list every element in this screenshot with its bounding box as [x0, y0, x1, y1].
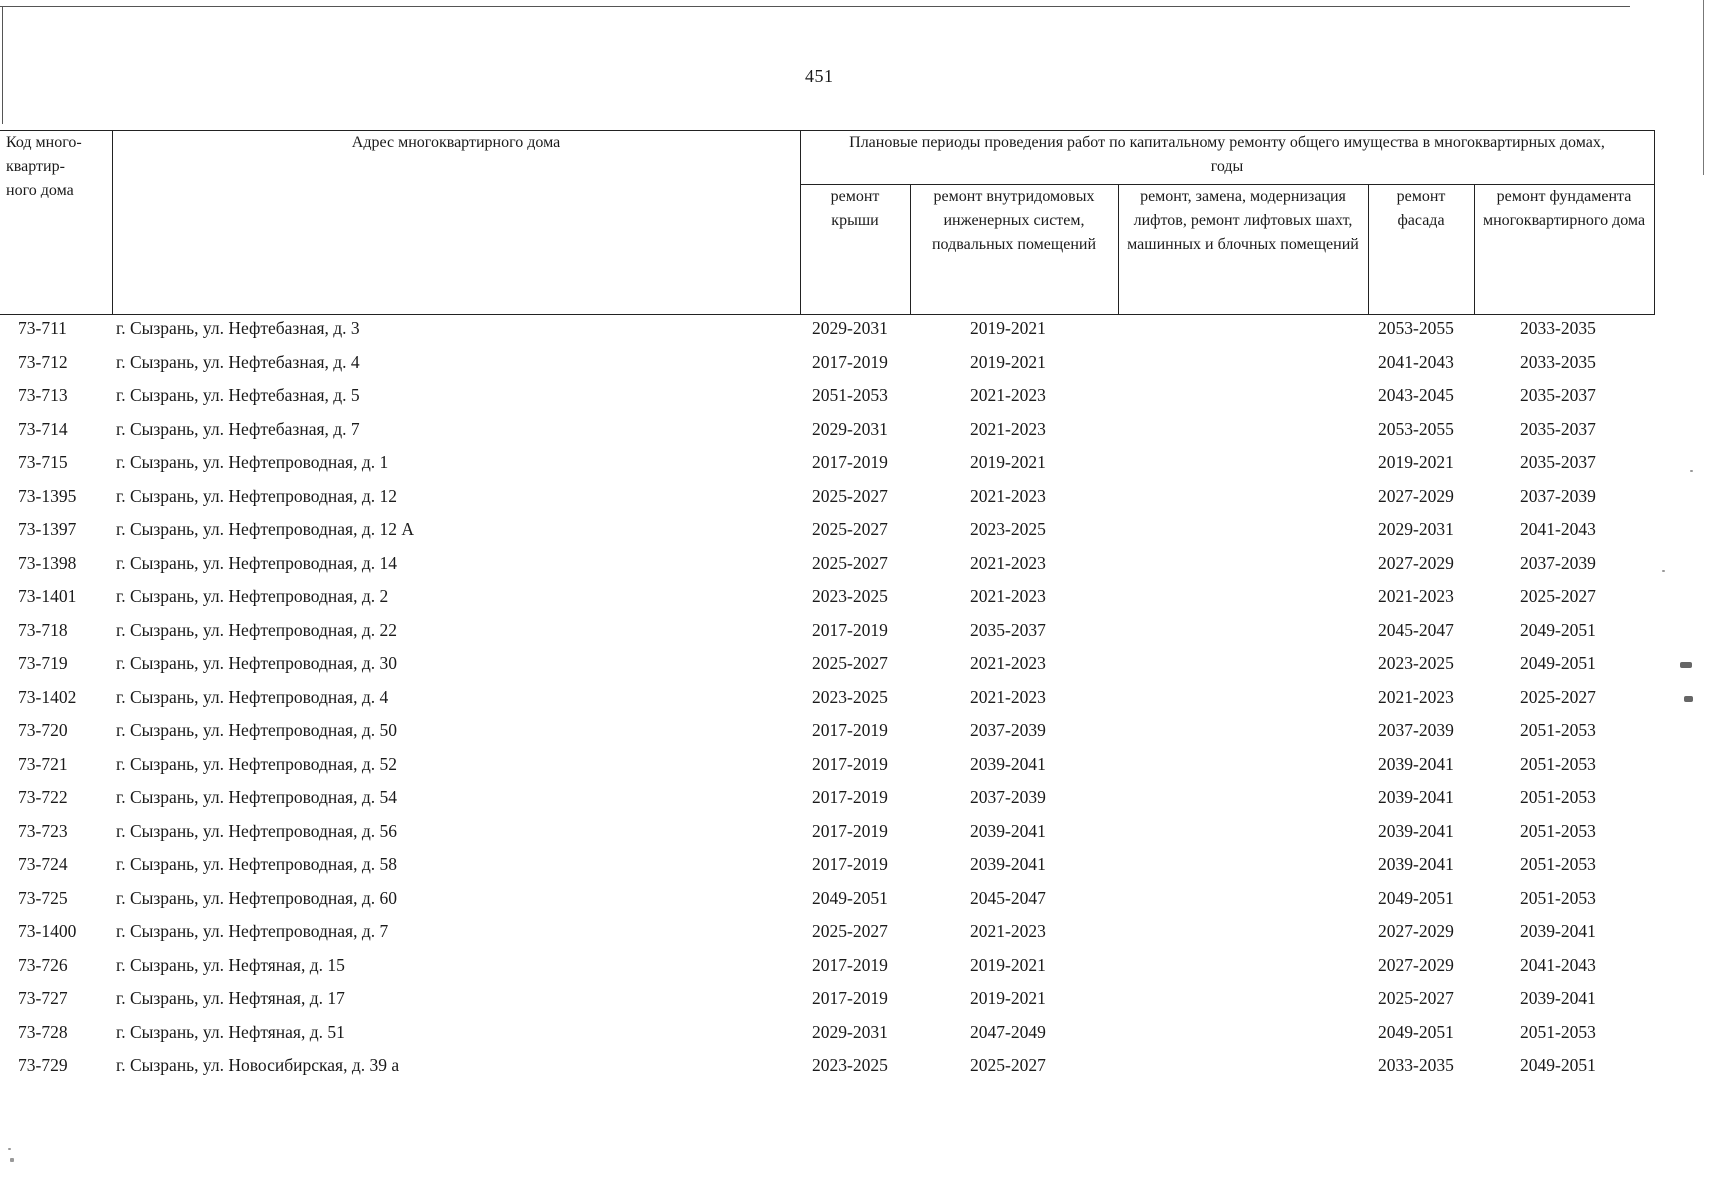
cell-facade: 2019-2021	[1378, 452, 1454, 472]
table-row	[0, 413, 1710, 447]
header-planned-periods-label: Плановые периоды проведения работ по капитальному ремонту общего имущества в многоквартирных домах, годы	[849, 134, 1605, 175]
cell-code: 73-1398	[18, 552, 77, 573]
cell-code: 73-712	[18, 351, 68, 372]
cell-code: 73-723	[18, 820, 68, 841]
cell-address: г. Сызрань, ул. Нефтяная, д. 17	[116, 988, 345, 1008]
cell-engineering: 2021-2023	[970, 653, 1046, 673]
cell-roof: 2029-2031	[812, 318, 888, 338]
table-row	[0, 882, 1710, 916]
cell-code: 73-1400	[18, 921, 77, 941]
cell-code: 73-725	[18, 887, 68, 908]
cell-address: г. Сызрань, ул. Нефтебазная, д. 7	[116, 418, 360, 439]
cell-foundation: 2041-2043	[1520, 954, 1596, 975]
header-foundation-cell	[1474, 185, 1654, 315]
cell-roof: 2017-2019	[812, 720, 888, 740]
cell-engineering: 2045-2047	[970, 887, 1046, 908]
cell-address: г. Сызрань, ул. Нефтепроводная, д. 12 А	[116, 519, 415, 539]
cell-foundation: 2051-2053	[1520, 753, 1596, 774]
cell-address: г. Сызрань, ул. Нефтепроводная, д. 50	[116, 720, 397, 740]
cell-roof: 2017-2019	[812, 753, 888, 774]
cell-facade: 2029-2031	[1378, 519, 1454, 539]
scan-speck	[1690, 470, 1693, 472]
cell-address: г. Сызрань, ул. Нефтепроводная, д. 12	[116, 485, 397, 506]
cell-foundation: 2051-2053	[1520, 854, 1596, 874]
cell-code: 73-714	[18, 418, 68, 439]
table-row	[0, 681, 1710, 715]
cell-code: 73-718	[18, 619, 68, 640]
table-header	[0, 130, 1655, 315]
cell-address: г. Сызрань, ул. Нефтепроводная, д. 30	[116, 653, 397, 673]
cell-foundation: 2035-2037	[1520, 418, 1596, 439]
cell-facade: 2053-2055	[1378, 418, 1454, 439]
cell-engineering: 2037-2039	[970, 787, 1046, 807]
cell-address: г. Сызрань, ул. Нефтепроводная, д. 14	[116, 552, 397, 573]
table-row	[0, 714, 1710, 748]
table-row	[0, 781, 1710, 815]
cell-facade: 2049-2051	[1378, 1021, 1454, 1042]
table-row	[0, 848, 1710, 882]
cell-address: г. Сызрань, ул. Нефтебазная, д. 5	[116, 385, 360, 405]
cell-code: 73-729	[18, 1055, 68, 1075]
header-engineering-label: ремонт внутридомовых инженерных систем, подвальных помещений	[931, 188, 1096, 253]
cell-code: 73-1395	[18, 485, 77, 506]
cell-code: 73-728	[18, 1021, 68, 1042]
cell-code: 73-1397	[18, 519, 77, 539]
scan-smudge	[1680, 662, 1692, 668]
cell-roof: 2017-2019	[812, 452, 888, 472]
cell-roof: 2025-2027	[812, 921, 888, 941]
scan-smudge	[1684, 696, 1693, 702]
cell-engineering: 2019-2021	[970, 452, 1046, 472]
cell-engineering: 2039-2041	[970, 854, 1046, 874]
cell-address: г. Сызрань, ул. Нефтепроводная, д. 54	[116, 787, 397, 807]
header-lifts-label: ремонт, замена, модернизация лифтов, ремонт лифтовых шахт, машинных и блочных помещений	[1127, 188, 1359, 253]
cell-engineering: 2023-2025	[970, 519, 1046, 539]
cell-address: г. Сызрань, ул. Нефтебазная, д. 3	[116, 318, 360, 338]
cell-roof: 2017-2019	[812, 820, 888, 841]
cell-code: 73-711	[18, 318, 67, 338]
cell-foundation: 2037-2039	[1520, 485, 1596, 506]
cell-roof: 2025-2027	[812, 519, 888, 539]
cell-roof: 2023-2025	[812, 586, 888, 606]
cell-engineering: 2037-2039	[970, 720, 1046, 740]
cell-address: г. Сызрань, ул. Нефтяная, д. 15	[116, 954, 345, 975]
cell-foundation: 2051-2053	[1520, 720, 1596, 740]
cell-code: 73-715	[18, 452, 68, 472]
table-row	[0, 982, 1710, 1016]
cell-facade: 2027-2029	[1378, 954, 1454, 975]
cell-code: 73-713	[18, 385, 68, 405]
header-address-cell	[112, 131, 800, 315]
cell-engineering: 2019-2021	[970, 318, 1046, 338]
table-row	[0, 949, 1710, 983]
table-row	[0, 480, 1710, 514]
cell-engineering: 2019-2021	[970, 988, 1046, 1008]
cell-address: г. Сызрань, ул. Нефтепроводная, д. 22	[116, 619, 397, 640]
table-row	[0, 1049, 1710, 1083]
cell-address: г. Сызрань, ул. Нефтепроводная, д. 58	[116, 854, 397, 874]
cell-foundation: 2051-2053	[1520, 1021, 1596, 1042]
table-row	[0, 379, 1710, 413]
cell-foundation: 2025-2027	[1520, 686, 1596, 707]
cell-address: г. Сызрань, ул. Нефтепроводная, д. 52	[116, 753, 397, 774]
cell-engineering: 2019-2021	[970, 351, 1046, 372]
table-row	[0, 1016, 1710, 1050]
scan-edge-left	[2, 6, 3, 124]
cell-roof: 2017-2019	[812, 988, 888, 1008]
cell-code: 73-1401	[18, 586, 77, 606]
header-facade-cell	[1368, 185, 1474, 315]
cell-facade: 2039-2041	[1378, 820, 1454, 841]
cell-foundation: 2035-2037	[1520, 452, 1596, 472]
cell-facade: 2043-2045	[1378, 385, 1454, 405]
table-row	[0, 513, 1710, 547]
header-lifts-cell	[1118, 185, 1368, 315]
cell-roof: 2025-2027	[812, 485, 888, 506]
cell-roof: 2029-2031	[812, 1021, 888, 1042]
table-row	[0, 647, 1710, 681]
cell-address: г. Сызрань, ул. Нефтепроводная, д. 56	[116, 820, 397, 841]
cell-facade: 2023-2025	[1378, 653, 1454, 673]
scan-edge-top	[0, 6, 1630, 7]
cell-code: 73-721	[18, 753, 68, 774]
cell-facade: 2049-2051	[1378, 887, 1454, 908]
cell-facade: 2039-2041	[1378, 787, 1454, 807]
cell-roof: 2017-2019	[812, 954, 888, 975]
cell-engineering: 2039-2041	[970, 753, 1046, 774]
cell-code: 73-724	[18, 854, 68, 874]
cell-foundation: 2025-2027	[1520, 586, 1596, 606]
table-row	[0, 815, 1710, 849]
cell-foundation: 2035-2037	[1520, 385, 1596, 405]
cell-code: 73-727	[18, 988, 68, 1008]
scan-speck	[10, 1158, 14, 1162]
header-facade-label: ремонт фасада	[1396, 188, 1446, 229]
header-planned-periods-cell	[800, 131, 1654, 185]
header-address-label: Адрес многоквартирного дома	[351, 134, 561, 151]
cell-address: г. Сызрань, ул. Нефтепроводная, д. 1	[116, 452, 389, 472]
cell-engineering: 2047-2049	[970, 1021, 1046, 1042]
cell-engineering: 2021-2023	[970, 418, 1046, 439]
header-code-cell	[0, 131, 112, 315]
table-row	[0, 614, 1710, 648]
header-roof-label: ремонт крыши	[830, 188, 880, 229]
cell-foundation: 2051-2053	[1520, 887, 1596, 908]
cell-facade: 2039-2041	[1378, 854, 1454, 874]
cell-facade: 2037-2039	[1378, 720, 1454, 740]
cell-facade: 2027-2029	[1378, 485, 1454, 506]
cell-code: 73-720	[18, 720, 68, 740]
cell-foundation: 2039-2041	[1520, 988, 1596, 1008]
table-row	[0, 312, 1710, 346]
cell-facade: 2027-2029	[1378, 552, 1454, 573]
cell-engineering: 2021-2023	[970, 686, 1046, 707]
cell-facade: 2021-2023	[1378, 686, 1454, 707]
cell-code: 73-1402	[18, 686, 77, 707]
cell-engineering: 2025-2027	[970, 1055, 1046, 1075]
cell-facade: 2041-2043	[1378, 351, 1454, 372]
cell-facade: 2053-2055	[1378, 318, 1454, 338]
cell-address: г. Сызрань, ул. Нефтепроводная, д. 7	[116, 921, 389, 941]
cell-code: 73-726	[18, 954, 68, 975]
cell-roof: 2017-2019	[812, 854, 888, 874]
header-engineering-cell	[910, 185, 1118, 315]
cell-facade: 2045-2047	[1378, 619, 1454, 640]
cell-foundation: 2051-2053	[1520, 820, 1596, 841]
cell-engineering: 2021-2023	[970, 552, 1046, 573]
table-row	[0, 346, 1710, 380]
cell-facade: 2021-2023	[1378, 586, 1454, 606]
cell-engineering: 2021-2023	[970, 385, 1046, 405]
cell-engineering: 2035-2037	[970, 619, 1046, 640]
cell-roof: 2025-2027	[812, 552, 888, 573]
cell-roof: 2023-2025	[812, 1055, 888, 1075]
scan-speck	[8, 1148, 11, 1150]
cell-foundation: 2039-2041	[1520, 921, 1596, 941]
header-foundation-label: ремонт фундамента многоквартирного дома	[1482, 188, 1646, 229]
cell-facade: 2027-2029	[1378, 921, 1454, 941]
cell-engineering: 2021-2023	[970, 921, 1046, 941]
table-row	[0, 446, 1710, 480]
cell-address: г. Сызрань, ул. Нефтепроводная, д. 2	[116, 586, 389, 606]
cell-roof: 2025-2027	[812, 653, 888, 673]
cell-address: г. Сызрань, ул. Нефтебазная, д. 4	[116, 351, 360, 372]
cell-engineering: 2021-2023	[970, 485, 1046, 506]
cell-facade: 2033-2035	[1378, 1055, 1454, 1075]
table-row	[0, 547, 1710, 581]
cell-roof: 2017-2019	[812, 787, 888, 807]
cell-foundation: 2041-2043	[1520, 519, 1596, 539]
table-row	[0, 748, 1710, 782]
cell-foundation: 2049-2051	[1520, 1055, 1596, 1075]
cell-roof: 2029-2031	[812, 418, 888, 439]
table-body	[0, 312, 1710, 1083]
cell-address: г. Сызрань, ул. Новосибирская, д. 39 а	[116, 1055, 400, 1075]
cell-address: г. Сызрань, ул. Нефтяная, д. 51	[116, 1021, 345, 1042]
cell-facade: 2025-2027	[1378, 988, 1454, 1008]
cell-facade: 2039-2041	[1378, 753, 1454, 774]
cell-roof: 2017-2019	[812, 351, 888, 372]
cell-roof: 2049-2051	[812, 887, 888, 908]
cell-roof: 2017-2019	[812, 619, 888, 640]
scan-speck	[1662, 570, 1665, 572]
cell-foundation: 2049-2051	[1520, 619, 1596, 640]
cell-code: 73-722	[18, 787, 68, 807]
scan-edge-right	[1703, 0, 1704, 175]
cell-engineering: 2019-2021	[970, 954, 1046, 975]
header-roof-cell	[800, 185, 910, 315]
cell-foundation: 2037-2039	[1520, 552, 1596, 573]
cell-roof: 2023-2025	[812, 686, 888, 707]
cell-foundation: 2051-2053	[1520, 787, 1596, 807]
table-row	[0, 580, 1710, 614]
cell-code: 73-719	[18, 653, 68, 673]
cell-engineering: 2039-2041	[970, 820, 1046, 841]
table-row	[0, 915, 1710, 949]
cell-foundation: 2033-2035	[1520, 351, 1596, 372]
cell-address: г. Сызрань, ул. Нефтепроводная, д. 4	[116, 686, 389, 707]
cell-foundation: 2033-2035	[1520, 318, 1596, 338]
header-code-label: Код много- квартир- ного дома	[6, 134, 82, 199]
page-number: 451	[805, 66, 834, 86]
cell-address: г. Сызрань, ул. Нефтепроводная, д. 60	[116, 887, 397, 908]
cell-engineering: 2021-2023	[970, 586, 1046, 606]
cell-roof: 2051-2053	[812, 385, 888, 405]
cell-foundation: 2049-2051	[1520, 653, 1596, 673]
